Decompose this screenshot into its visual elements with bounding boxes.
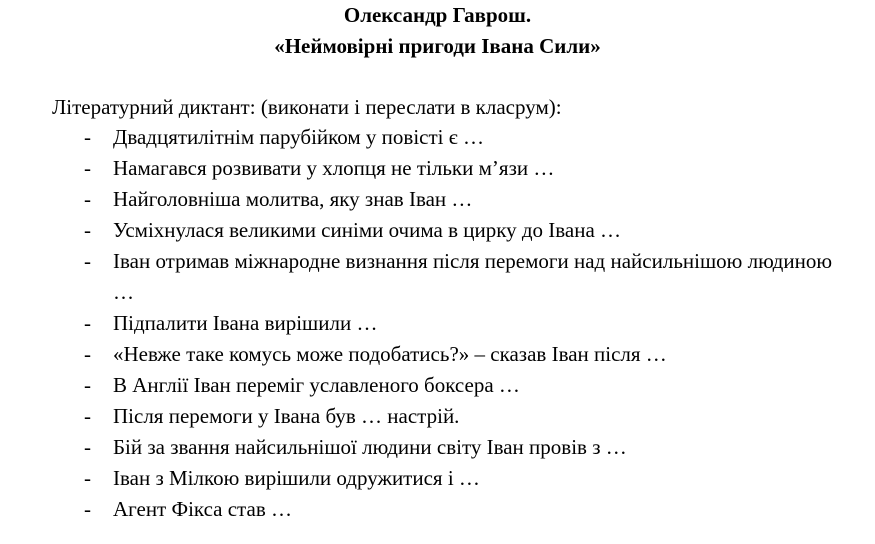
list-bullet: - [84,497,91,521]
document-title-author: Олександр Гаврош. [343,3,532,27]
list-item-text: Підпалити Івана вирішили … [113,311,378,335]
list-item-text: Усміхнулася великими синіми очима в цирку до Івана … [113,218,622,242]
list-bullet: - [84,187,91,211]
list-item [0,432,875,463]
list-item [0,246,875,308]
list-bullet: - [84,218,91,242]
list-bullet: - [84,435,91,459]
list-item-text: «Невже таке комусь може подобатись?» – сказав Іван після … [113,342,667,366]
list-bullet: - [84,125,91,149]
list-item [0,463,875,494]
list-item [0,401,875,432]
dictation-instructions: Літературний диктант: (виконати і переслати в класрум): [52,95,562,119]
list-bullet: - [84,156,91,180]
list-item-text: Іван отримав міжнародне визнання після перемоги над найсильнішою людиною … [113,249,833,304]
list-item-text: Після перемоги у Івана був … настрій. [113,404,460,428]
list-item [0,370,875,401]
list-item-text: Агент Фікса став … [113,497,292,521]
list-bullet: - [84,466,91,490]
list-bullet: - [84,373,91,397]
list-bullet: - [84,249,91,273]
list-item-text: Найголовніша молитва, яку знав Іван … [113,187,473,211]
list-item-text: Намагався розвивати у хлопця не тільки м’язи … [113,156,555,180]
list-item [0,308,875,339]
document-title-work: «Неймовірні пригоди Івана Сили» [274,34,601,58]
list-item [0,184,875,215]
dictation-list [0,122,875,525]
list-bullet: - [84,311,91,335]
list-bullet: - [84,404,91,428]
list-item [0,494,875,525]
list-item-text: Двадцятилітнім парубійком у повісті є … [113,125,485,149]
list-item [0,215,875,246]
list-item [0,122,875,153]
list-item-text: В Англії Іван переміг уславленого боксера … [113,373,520,397]
list-item [0,153,875,184]
list-item [0,339,875,370]
list-item-text: Бій за звання найсильнішої людини світу Іван провів з … [113,435,627,459]
list-item-text: Іван з Мілкою вирішили одружитися і … [113,466,480,490]
list-bullet: - [84,342,91,366]
